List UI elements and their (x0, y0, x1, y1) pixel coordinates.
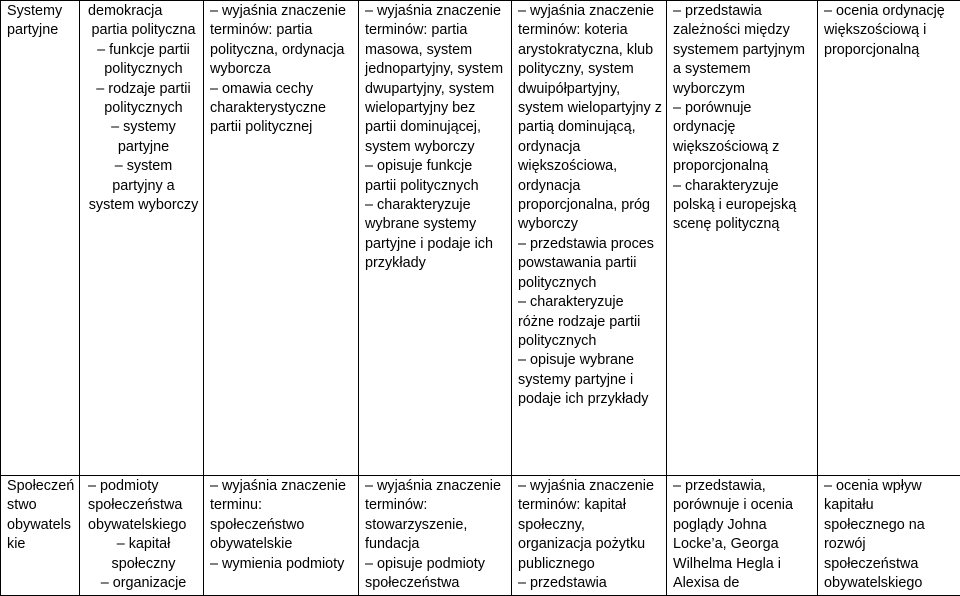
cell-line: – charakteryzuje polską i europejską scenę polityczną (673, 177, 813, 235)
extended-cell (359, 476, 512, 596)
cell-line: – wyjaśnia znaczenie terminów: partia masowa, system jednopartyjny, system dwupartyjny, system wielopartyjny bez partii dominującej, system wyborczy (365, 2, 507, 157)
terms-text (86, 477, 199, 593)
cell-line: – przedstawia (518, 574, 662, 593)
cell-line: – omawia cechy charakterystyczne partii politycznej (210, 80, 354, 138)
cell-line: – organizacje (88, 574, 199, 593)
cell-line: partia polityczna (88, 21, 199, 40)
table-row (1, 1, 960, 476)
complete-text (673, 477, 813, 593)
cell-line: – kapitał społeczny (88, 535, 199, 574)
cell-line: – wyjaśnia znaczenie terminów: stowarzyszenie, fundacja (365, 477, 507, 555)
complete-cell (667, 476, 818, 596)
cell-line: – systemy partyjne (88, 118, 199, 157)
cell-line: – ocenia ordynację większościową i proporcjonalną (824, 2, 956, 60)
section-cell (1, 1, 80, 476)
basic-cell (204, 1, 359, 476)
cell-line: – opisuje funkcje partii politycznych (365, 157, 507, 196)
basic-cell (204, 476, 359, 596)
advanced-cell (512, 1, 667, 476)
advanced-text (518, 477, 662, 593)
terms-text (86, 2, 199, 215)
basic-text (210, 477, 354, 574)
cell-line: – charakteryzuje różne rodzaje partii politycznych (518, 293, 662, 351)
cell-line: – porównuje ordynację większościową z proporcjonalną (673, 99, 813, 177)
cell-line: – system partyjny a system wyborczy (88, 157, 199, 215)
section-cell (1, 476, 80, 596)
cell-line: – ocenia wpływ kapitału społecznego na rozwój społeczeństwa obywatelskiego (824, 477, 956, 593)
terms-cell (80, 476, 204, 596)
complete-cell (667, 1, 818, 476)
cell-line: – przedstawia proces powstawania partii politycznych (518, 235, 662, 293)
cell-line: – wymienia podmioty (210, 555, 354, 574)
cell-line: – wyjaśnia znaczenie terminów: partia polityczna, ordynacja wyborcza (210, 2, 354, 80)
excellent-cell (818, 476, 960, 596)
advanced-text (518, 2, 662, 410)
section-title: Systemy partyjne (7, 2, 75, 41)
extended-cell (359, 1, 512, 476)
excellent-cell (818, 1, 960, 476)
excellent-text (824, 2, 956, 60)
advanced-cell (512, 476, 667, 596)
table-row (1, 476, 960, 596)
cell-line: – wyjaśnia znaczenie terminów: koteria arystokratyczna, klub polityczny, system dwuipółpartyjny, system wielopartyjny z partią dominującą, ordynacja większościowa, ordynacja proporcjonalna, próg wyborczy (518, 2, 662, 235)
cell-line: – przedstawia zależności między systemem partyjnym a systemem wyborczym (673, 2, 813, 99)
cell-line: – wyjaśnia znaczenie terminu: społeczeństwo obywatelskie (210, 477, 354, 555)
cell-line: – opisuje podmioty społeczeństwa (365, 555, 507, 594)
cell-line: – wyjaśnia znaczenie terminów: kapitał społeczny, organizacja pożytku publicznego (518, 477, 662, 574)
section-title: Społeczeń stwo obywatels kie (7, 477, 75, 555)
basic-text (210, 2, 354, 138)
cell-line: – funkcje partii politycznych (88, 41, 199, 80)
cell-line: – rodzaje partii politycznych (88, 80, 199, 119)
cell-line: – podmioty społeczeństwa obywatelskiego (88, 477, 199, 535)
terms-cell (80, 1, 204, 476)
cell-line: – charakteryzuje wybrane systemy partyjne i podaje ich przykłady (365, 196, 507, 274)
extended-text (365, 2, 507, 274)
cell-line: demokracja (88, 2, 199, 21)
cell-line: – opisuje wybrane systemy partyjne i podaje ich przykłady (518, 351, 662, 409)
cell-line: – przedstawia, porównuje i ocenia poglądy Johna Locke’a, Georga Wilhelma Hegla i Alexisa de (673, 477, 813, 593)
excellent-text (824, 477, 956, 593)
extended-text (365, 477, 507, 593)
complete-text (673, 2, 813, 235)
